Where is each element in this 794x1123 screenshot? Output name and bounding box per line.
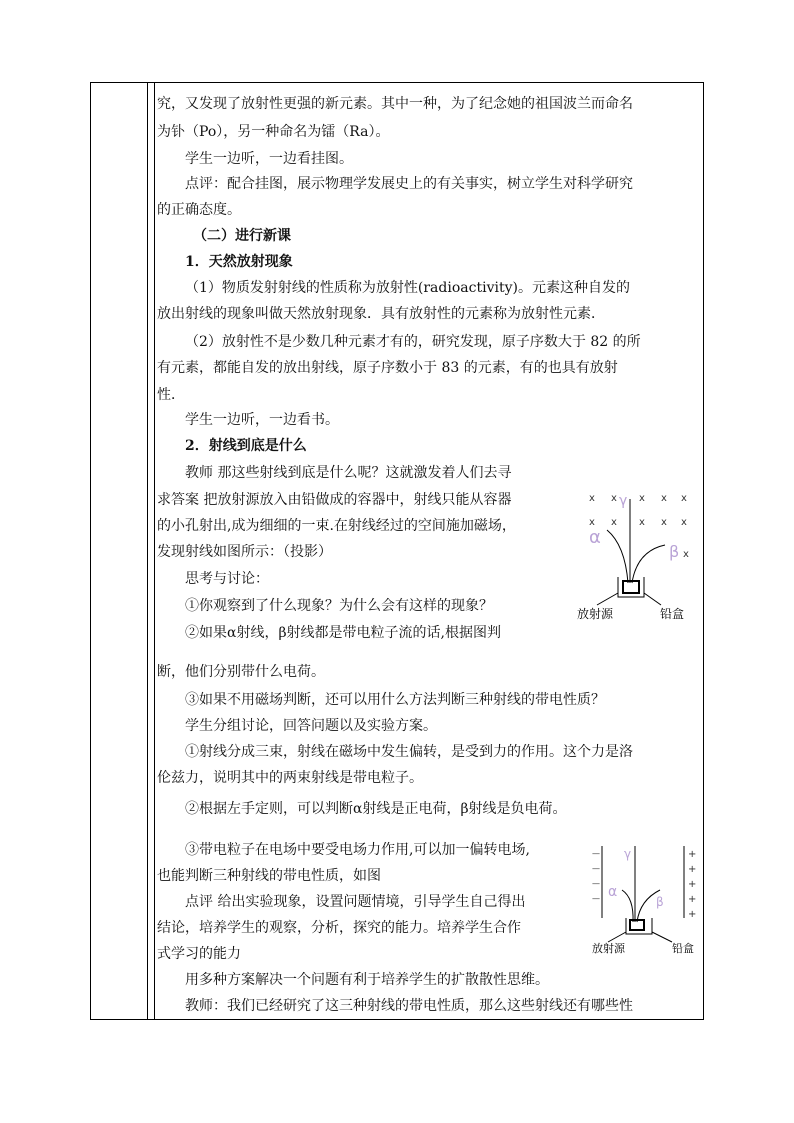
box-pointer (644, 593, 661, 605)
text-line: 也能判断三种射线的带电性质，如图 (157, 868, 381, 884)
text-line: 学生分组讨论，回答问题以及实验方案。 (185, 718, 437, 734)
field-mark: x (681, 517, 687, 528)
field-mark: x (589, 517, 595, 528)
box-label: 铅盒 (660, 607, 685, 621)
column-divider (147, 83, 148, 1019)
field-mark: x (589, 493, 595, 504)
text-line: ①射线分成三束，射线在磁场中发生偏转，是受到力的作用。这个力是洛 (185, 744, 633, 760)
beta-ray (632, 545, 665, 583)
field-mark: x (639, 517, 645, 528)
subsection-heading: 1．天然放射现象 (185, 254, 293, 270)
text-line: 发现射线如图所示：（投影） (157, 544, 332, 560)
gamma-label: γ (624, 847, 632, 861)
text-line: 有元素，都能自发的放出射线，原子序数小于 83 的元素，有的也具有放射 (157, 360, 618, 376)
section-heading: （二）进行新课 (193, 228, 291, 244)
text-line: 究，又发现了放射性更强的新元素。其中一种，为了纪念她的祖国波兰而命名 (157, 96, 633, 112)
text-line: 教师：我们已经研究了这三种射线的带电性质，那么这些射线还有哪些性 (185, 998, 633, 1014)
alpha-label: α (589, 527, 601, 548)
plus-sign: + (688, 864, 697, 875)
field-mark: x (639, 493, 645, 504)
text-line: 思考与讨论： (185, 571, 269, 587)
text-line: 学生一边听，一边看书。 (185, 412, 339, 428)
plus-sign: + (688, 894, 697, 905)
field-mark: x (661, 493, 667, 504)
text-line: （2）放射性不是少数几种元素才有的，研究发现，原子序数大于 82 的所 (185, 334, 641, 350)
field-mark: x (683, 549, 689, 560)
text-line: 结论，培养学生的观察，分析，探究的能力。培养学生合作 (157, 920, 521, 936)
source-label: 放射源 (577, 607, 614, 621)
box-pointer (652, 932, 672, 942)
field-mark: x (611, 493, 617, 504)
text-line: 点评 给出实验现象，设置问题情境，引导学生自己得出 (185, 894, 526, 910)
text-line: ③如果不用磁场判断，还可以用什么方法判断三种射线的带电性质？ (185, 692, 605, 708)
field-mark: x (611, 517, 617, 528)
text-line: ②根据左手定则，可以判断α射线是正电荷，β射线是负电荷。 (185, 801, 567, 817)
beta-label: β (669, 542, 680, 561)
text-line: （1）物质发射射线的性质称为放射性(radioactivity)。元素这种自发的 (185, 280, 630, 296)
subsection-heading: 2．射线到底是什么 (185, 438, 307, 454)
text-line: 的正确态度。 (157, 202, 241, 218)
beta-label: β (656, 895, 664, 909)
plus-sign: + (688, 879, 697, 890)
text-line: 伦兹力，说明其中的两束射线是带电粒子。 (157, 770, 423, 786)
text-line: 学生一边听，一边看挂图。 (185, 151, 353, 167)
field-mark: x (681, 493, 687, 504)
gamma-label: γ (619, 493, 628, 509)
magnetic-deflection-figure (575, 485, 700, 625)
text-line: 为钋（Po），另一种命名为镭（Ra）。 (157, 124, 390, 140)
text-line: 断，他们分别带什么电荷。 (157, 664, 325, 680)
text-line: ①你观察到了什么现象？为什么会有这样的现象？ (185, 598, 493, 614)
text-line: 式学习的能力 (157, 946, 241, 962)
alpha-ray (607, 530, 628, 583)
text-line: 教师 那这些射线到底是什么呢？这就激发着人们去寻 (185, 465, 512, 481)
source-pointer (597, 593, 618, 605)
text-line: 求答案 把放射源放入由铅做成的容器中，射线只能从容器 (157, 492, 512, 508)
minus-sign: — (592, 849, 600, 858)
text-line: ③带电粒子在电场中要受电场力作用,可以加一偏转电场, (185, 842, 530, 858)
source-label: 放射源 (592, 942, 625, 955)
text-line: 用多种方案解决一个问题有利于培养学生的扩散散性思维。 (185, 972, 549, 988)
plus-sign: + (688, 849, 697, 860)
alpha-ray (622, 890, 633, 922)
text-line: 的小孔射出,成为细细的一束.在射线经过的空间施加磁场， (157, 518, 516, 534)
text-line: 点评：配合挂图，展示物理学发展史上的有关事实，树立学生对科学研究 (185, 176, 633, 192)
plus-sign: + (688, 909, 697, 920)
box-label: 铅盒 (672, 942, 694, 955)
radioactive-source (623, 581, 639, 593)
text-line: 性． (157, 387, 185, 403)
column-divider (154, 83, 155, 1019)
text-line: ②如果α射线，β射线都是带电粒子流的话,根据图判 (185, 625, 501, 641)
minus-sign: — (592, 879, 600, 888)
minus-sign: — (592, 894, 600, 903)
alpha-label: α (608, 884, 618, 900)
source-pointer (608, 932, 626, 942)
text-line: 放出射线的现象叫做天然放射现象．具有放射性的元素称为放射性元素． (157, 306, 605, 322)
electric-deflection-figure (590, 840, 702, 955)
field-mark: x (661, 517, 667, 528)
minus-sign: — (592, 864, 600, 873)
